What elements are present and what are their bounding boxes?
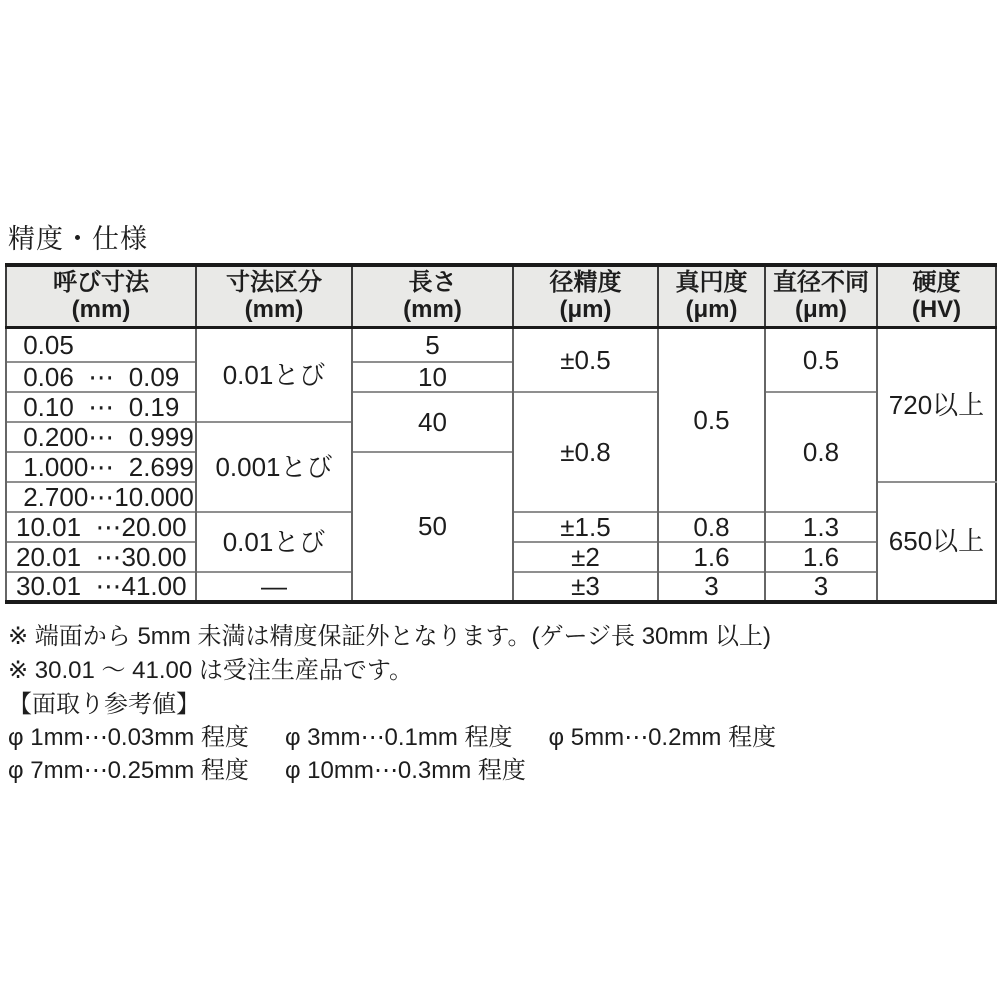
cell-length: 50: [352, 452, 513, 602]
header-unit: (μm): [685, 296, 738, 323]
cell-size-step: 0.001とび: [196, 422, 352, 512]
col-header-size-step: [196, 265, 352, 328]
chamfer-heading: 【面取り参考値】: [8, 691, 200, 718]
cell-nominal-size: 0.200⋯ 0.999: [6, 422, 196, 452]
chamfer-item: φ 3mm⋯0.1mm 程度: [284, 724, 513, 751]
col-header-dia-accuracy: [513, 265, 658, 328]
header-label: 硬度: [912, 269, 961, 296]
cell-nominal-size: 10.01 ⋯20.00: [6, 512, 196, 542]
header-unit: (μm): [559, 296, 612, 323]
table-row: [6, 328, 996, 362]
header-unit: (HV): [911, 296, 962, 323]
cell-length: 5: [352, 328, 513, 362]
header-label: 直径不同: [773, 269, 869, 296]
cell-roundness: 0.8: [658, 512, 765, 542]
cell-nominal-size: 0.05: [6, 328, 196, 362]
cell-dia-variation: 0.5: [765, 328, 877, 392]
header-row: [6, 265, 996, 328]
spec-table: [5, 263, 997, 604]
col-header-roundness: [658, 265, 765, 328]
note-line-1: ※ 端面から 5mm 未満は精度保証外となります。(ゲージ長 30mm 以上): [8, 623, 772, 650]
chamfer-item: φ 10mm⋯0.3mm 程度: [284, 757, 526, 784]
cell-dia-accuracy: ±0.8: [513, 392, 658, 512]
header-label: 真円度: [675, 269, 748, 296]
cell-dia-accuracy: ±0.5: [513, 328, 658, 392]
col-header-nominal-size: [6, 265, 196, 328]
cell-roundness: 3: [658, 572, 765, 602]
chamfer-item: φ 7mm⋯0.25mm 程度: [8, 757, 249, 784]
page-title: 精度・仕様: [8, 224, 148, 254]
cell-dia-variation: 3: [765, 572, 877, 602]
header-label: 寸法区分: [226, 269, 322, 296]
cell-dia-accuracy: ±1.5: [513, 512, 658, 542]
cell-roundness: 1.6: [658, 542, 765, 572]
cell-size-step: —: [196, 572, 352, 602]
cell-hardness: 720以上: [877, 328, 996, 482]
note-line-2: ※ 30.01 ～ 41.00 は受注生産品です。: [8, 657, 413, 684]
cell-nominal-size: 0.10 ⋯ 0.19: [6, 392, 196, 422]
cell-length: 10: [352, 362, 513, 392]
cell-nominal-size: 20.01 ⋯30.00: [6, 542, 196, 572]
cell-nominal-size: 30.01 ⋯41.00: [6, 572, 196, 602]
cell-nominal-size: 1.000⋯ 2.699: [6, 452, 196, 482]
cell-hardness: 650以上: [877, 482, 996, 602]
header-unit: (mm): [403, 296, 462, 323]
cell-size-step: 0.01とび: [196, 328, 352, 422]
cell-dia-accuracy: ±2: [513, 542, 658, 572]
header-unit: (mm): [71, 296, 131, 323]
header-unit: (mm): [244, 296, 304, 323]
chamfer-values-line-2: [8, 754, 994, 787]
cell-roundness: 0.5: [658, 328, 765, 512]
col-header-hardness: [877, 265, 996, 328]
notes-section: [8, 620, 994, 787]
header-label: 径精度: [549, 269, 622, 296]
header-label: 呼び寸法: [53, 269, 149, 296]
cell-dia-accuracy: ±3: [513, 572, 658, 602]
cell-dia-variation: 1.3: [765, 512, 877, 542]
chamfer-item: φ 1mm⋯0.03mm 程度: [8, 724, 249, 751]
cell-dia-variation: 0.8: [765, 392, 877, 512]
col-header-length: [352, 265, 513, 328]
table-row: [6, 392, 996, 422]
chamfer-values-line-1: [8, 721, 994, 754]
cell-nominal-size: 0.06 ⋯ 0.09: [6, 362, 196, 392]
cell-dia-variation: 1.6: [765, 542, 877, 572]
cell-size-step: 0.01とび: [196, 512, 352, 572]
cell-nominal-size: 2.700⋯10.000: [6, 482, 196, 512]
col-header-dia-variation: [765, 265, 877, 328]
cell-length: 40: [352, 392, 513, 452]
header-unit: (μm): [794, 296, 847, 323]
header-label: 長さ: [408, 269, 457, 296]
chamfer-item: φ 5mm⋯0.2mm 程度: [548, 724, 777, 751]
